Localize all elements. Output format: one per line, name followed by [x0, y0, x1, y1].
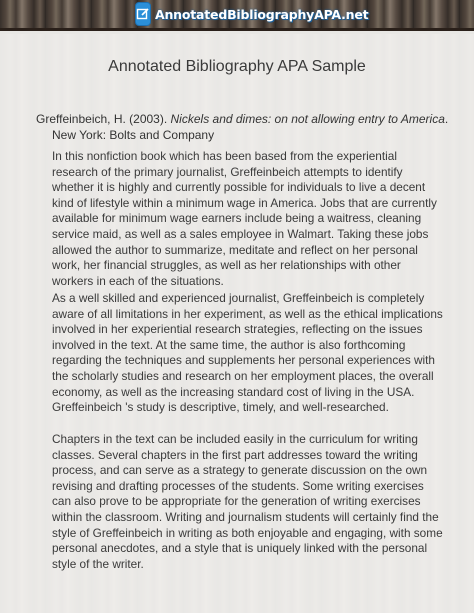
citation-publisher: . New York: Bolts and Company [52, 112, 449, 142]
citation-book-title: Nickels and dimes: on not allowing entry to America [170, 112, 445, 126]
annotation-paragraph: In this nonfiction book which has been based from the experiential research of the primary journalist, Greffeinbeich attempts to identify whether it is highly and currently possible for individuals to live a decent kind of lifestyle within a minimum wage in America. Jobs that are currently available for minimum wage earners include being a waitress, cleaning service maid, as well as a sales employee in Walmart. Taking these jobs allowed the author to summarize, meditate and reflect on her personal work, her financial struggles, as well as her relationships with other workers in each of the situations. [52, 149, 437, 288]
site-name: AnnotatedBibliographyAPA.net [155, 6, 369, 22]
site-logo[interactable] [135, 3, 369, 25]
page-title: Annotated Bibliography APA Sample [108, 58, 366, 75]
annotation-paragraph: As a well skilled and experienced journalist, Greffeinbeich is completely aware of all limitations in her experiment, as well as the ethical implications involved in her experiential research strategies, reflecting on the issues involved in the text. At the same time, the author is also forthcoming regarding the techniques and supplements her personal experiences with the scholarly studies and research on her employment places, the overall economy, as well as the increasing standard cost of living in the USA. Greffeinbeich 's study is descriptive, timely, and well-researched. [52, 291, 443, 415]
citation-author-year: Greffeinbeich, H. (2003). [36, 112, 171, 126]
citation-entry [36, 112, 457, 143]
annotation-paragraph: Chapters in the text can be included easily in the curriculum for writing classes. Several chapters in the first part addresses toward the writing process, and can serve as a strategy to generate discussion on the own revising and drafting processes of the students. Some writing exercises can also prove to be appropriate for the generation of writing exercises within the classroom. Writing and journalism students will certainly find the style of Greffeinbeich in writing as both enjoyable and engaging, with some personal anecdotes, and a style that is uniquely linked with the personal style of the writer. [52, 432, 443, 571]
edit-icon [135, 2, 151, 26]
